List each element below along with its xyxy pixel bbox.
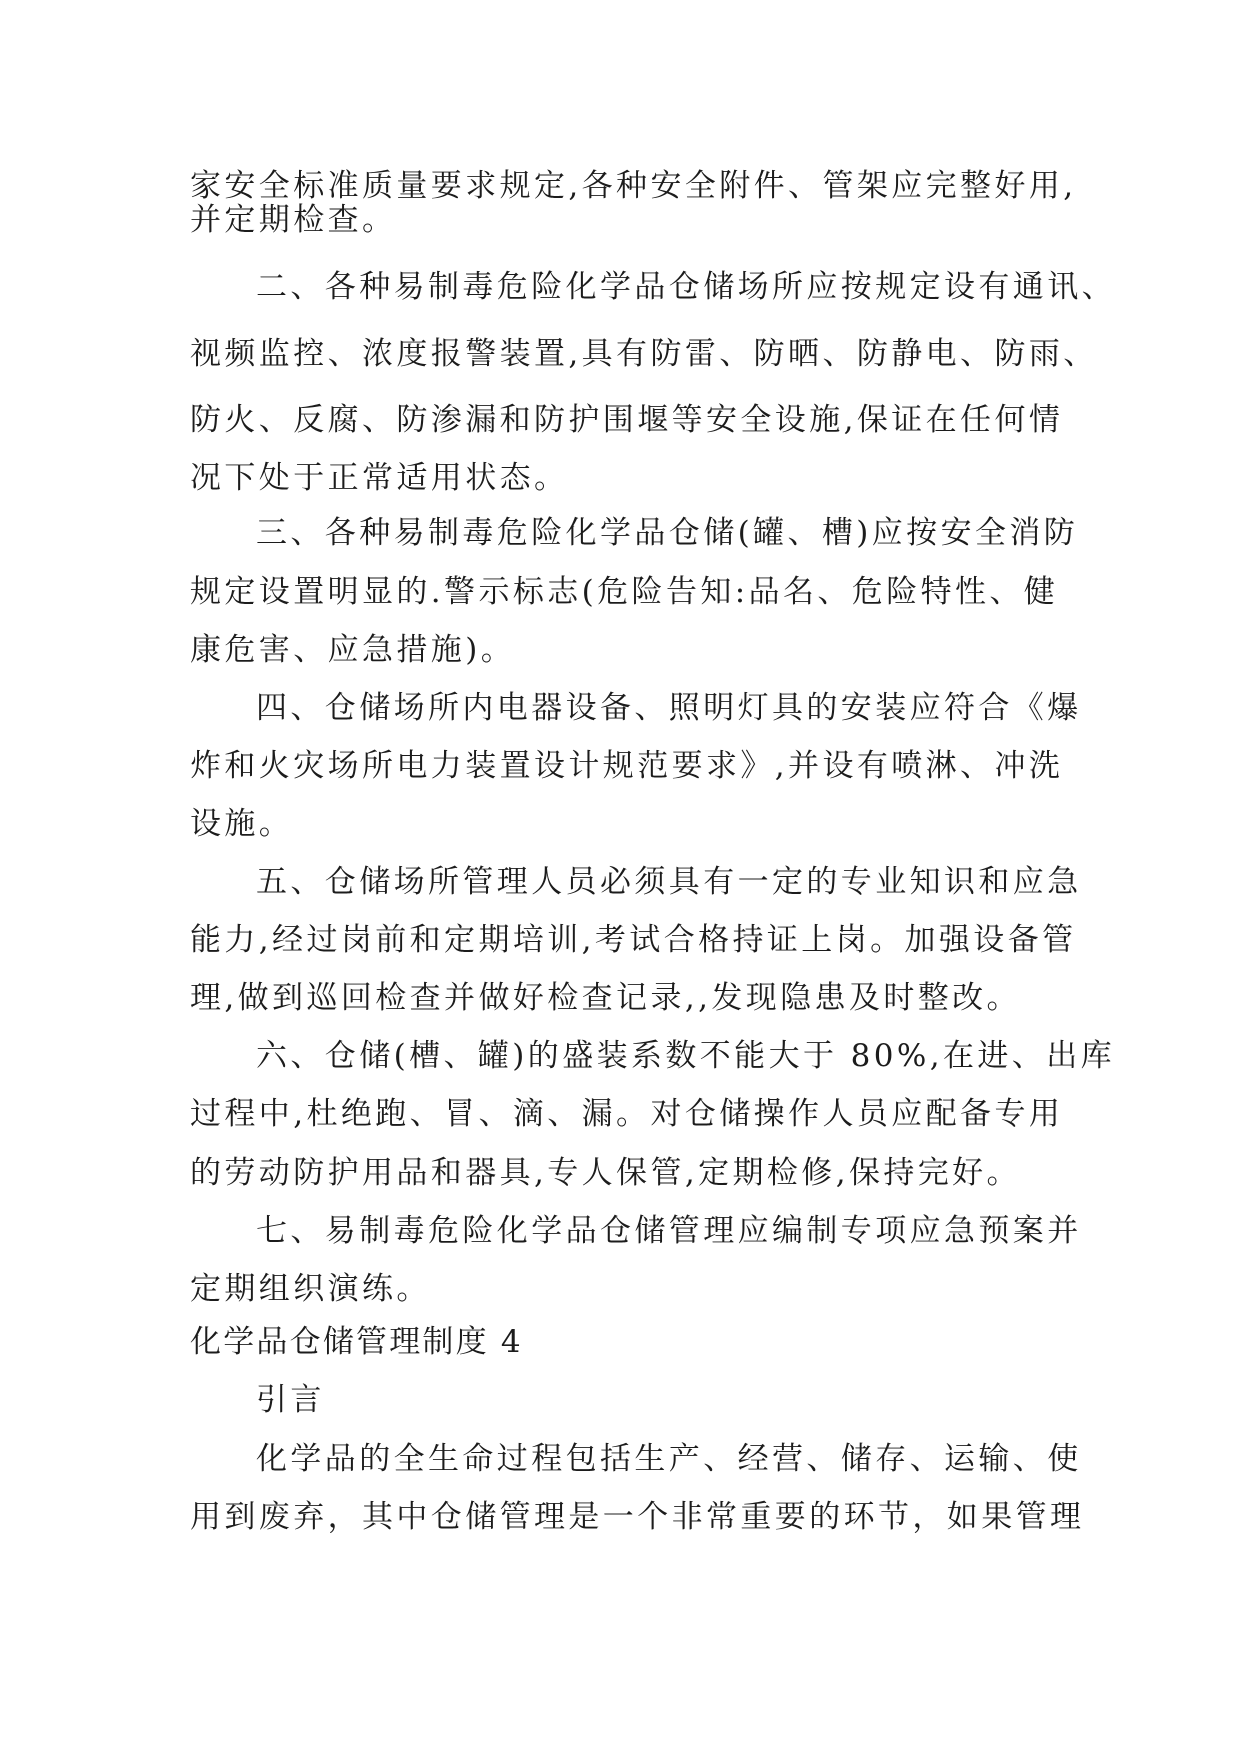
text-line: 规定设置明显的.警示标志(危险告知:品名、危险特性、健 [190, 574, 1059, 610]
text-line: 六、仓储(槽、罐)的盛装系数不能大于 80%,在进、出库 [256, 1038, 1115, 1074]
text-line: 炸和火灾场所电力装置设计规范要求》,并设有喷淋、冲洗 [190, 748, 1064, 784]
text-line: 家安全标准质量要求规定,各种安全附件、管架应完整好用, [190, 168, 1077, 204]
subsection-heading: 引言 [256, 1382, 325, 1418]
text-line: 用到废弃，其中仓储管理是一个非常重要的环节，如果管理 [190, 1499, 1085, 1535]
text-line: 定期组织演练。 [190, 1271, 431, 1307]
text-line: 理,做到巡回检查并做好检查记录,,发现隐患及时整改。 [190, 980, 1021, 1016]
text-line: 五、仓储场所管理人员必须具有一定的专业知识和应急 [256, 864, 1082, 900]
text-line: 视频监控、浓度报警装置,具有防雷、防晒、防静电、防雨、 [190, 336, 1098, 372]
text-line: 的劳动防护用品和器具,专人保管,定期检修,保持完好。 [190, 1155, 1021, 1191]
text-line: 四、仓储场所内电器设备、照明灯具的安装应符合《爆 [256, 690, 1082, 726]
text-line: 二、各种易制毒危险化学品仓储场所应按规定设有通讯、 [256, 269, 1116, 305]
text-line: 能力,经过岗前和定期培训,考试合格持证上岗。加强设备管 [190, 922, 1077, 958]
text-line: 防火、反腐、防渗漏和防护围堰等安全设施,保证在任何情 [190, 402, 1064, 438]
text-line: 况下处于正常适用状态。 [190, 460, 569, 496]
text-line: 康危害、应急措施)。 [190, 632, 516, 668]
text-line: 三、各种易制毒危险化学品仓储(罐、槽)应按安全消防 [256, 515, 1079, 551]
text-line: 七、易制毒危险化学品仓储管理应编制专项应急预案并 [256, 1213, 1082, 1249]
text-line: 并定期检查。 [190, 202, 397, 238]
text-line: 过程中,杜绝跑、冒、滴、漏。对仓储操作人员应配备专用 [190, 1096, 1064, 1132]
text-line: 设施。 [190, 806, 294, 842]
section-heading: 化学品仓储管理制度 4 [190, 1324, 523, 1360]
text-line: 化学品的全生命过程包括生产、经营、储存、运输、使 [256, 1441, 1082, 1477]
